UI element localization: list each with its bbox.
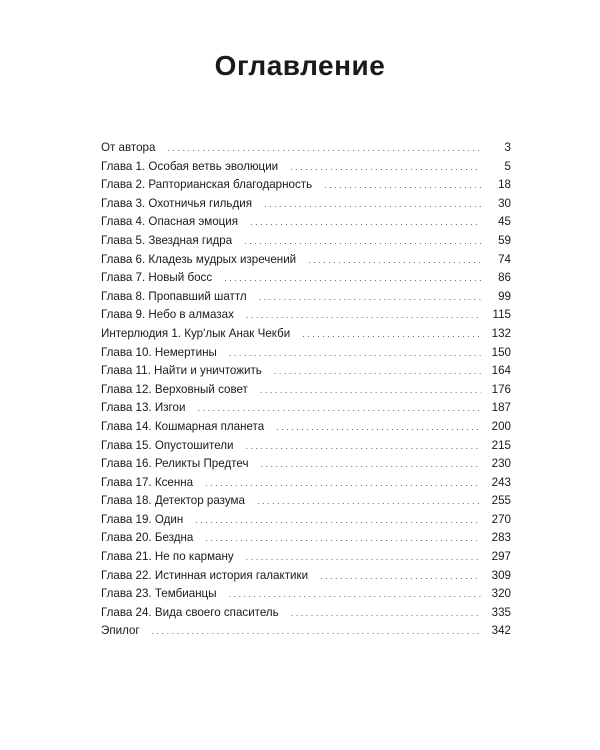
toc-entry-label: Глава 14. Кошмарная планета bbox=[101, 419, 265, 433]
dot-leader bbox=[224, 269, 481, 288]
toc-entry-page-number: 132 bbox=[491, 326, 511, 340]
toc-entry-label: Глава 15. Опустошители bbox=[101, 438, 234, 452]
toc-entry-label: Глава 10. Немертины bbox=[101, 345, 217, 359]
toc-entry[interactable] bbox=[101, 269, 511, 288]
toc-entry[interactable] bbox=[101, 213, 511, 232]
toc-entry-label: Глава 23. Тембианцы bbox=[101, 587, 217, 601]
toc-entry[interactable] bbox=[101, 604, 511, 623]
toc-entry-label: Глава 11. Найти и уничтожить bbox=[101, 364, 262, 378]
toc-entry-page-number: 5 bbox=[504, 159, 511, 173]
dot-leader bbox=[257, 492, 481, 511]
dot-leader bbox=[152, 622, 481, 641]
toc-entry[interactable] bbox=[101, 344, 511, 363]
dot-leader bbox=[197, 399, 481, 418]
toc-entry-page-number: 99 bbox=[498, 289, 511, 303]
dot-leader bbox=[290, 158, 481, 177]
toc-entry-page-number: 164 bbox=[491, 364, 511, 378]
dot-leader bbox=[302, 325, 481, 344]
toc-entry-label: Глава 2. Рапторианская благодарность bbox=[101, 178, 313, 192]
toc-entry[interactable] bbox=[101, 437, 511, 456]
toc-entry[interactable] bbox=[101, 288, 511, 307]
toc-entry-page-number: 18 bbox=[498, 178, 511, 192]
toc-entry[interactable] bbox=[101, 529, 511, 548]
toc-entry[interactable] bbox=[101, 585, 511, 604]
toc-entry-page-number: 309 bbox=[491, 568, 511, 582]
toc-entry[interactable] bbox=[101, 622, 511, 641]
dot-leader bbox=[244, 232, 481, 251]
dot-leader bbox=[195, 511, 481, 530]
dot-leader bbox=[308, 251, 481, 270]
dot-leader bbox=[264, 195, 481, 214]
toc-entry-label: От автора bbox=[101, 141, 156, 154]
toc-entry-page-number: 150 bbox=[491, 345, 511, 359]
toc-entry-page-number: 30 bbox=[498, 196, 511, 210]
toc-entry[interactable] bbox=[101, 139, 511, 158]
dot-leader bbox=[246, 548, 481, 567]
page-title: Оглавление bbox=[214, 50, 386, 81]
toc-entry-page-number: 342 bbox=[491, 624, 511, 638]
table-of-contents bbox=[101, 139, 511, 641]
toc-entry-label: Интерлюдия 1. Кур'лык Анак Чекби bbox=[101, 326, 291, 340]
dot-leader bbox=[274, 362, 481, 381]
toc-entry[interactable] bbox=[101, 176, 511, 195]
dot-leader bbox=[205, 529, 481, 548]
toc-entry-label: Глава 4. Опасная эмоция bbox=[101, 215, 239, 229]
toc-entry[interactable] bbox=[101, 399, 511, 418]
toc-entry[interactable] bbox=[101, 195, 511, 214]
toc-entry[interactable] bbox=[101, 325, 511, 344]
toc-entry-page-number: 187 bbox=[491, 401, 511, 415]
toc-entry-page-number: 215 bbox=[491, 438, 511, 452]
toc-entry-page-number: 74 bbox=[498, 252, 511, 266]
toc-entry-label: Глава 16. Реликты Предтеч bbox=[101, 457, 249, 471]
dot-leader bbox=[205, 474, 481, 493]
toc-entry-label: Эпилог bbox=[101, 624, 140, 638]
toc-entry[interactable] bbox=[101, 158, 511, 177]
dot-leader bbox=[291, 604, 481, 623]
toc-entry-page-number: 320 bbox=[491, 587, 511, 601]
toc-entry-label: Глава 9. Небо в алмазах bbox=[101, 308, 234, 322]
toc-entry-label: Глава 7. Новый босс bbox=[101, 271, 213, 285]
toc-entry-label: Глава 20. Бездна bbox=[101, 531, 194, 545]
toc-entry-page-number: 335 bbox=[491, 605, 511, 619]
toc-entry-label: Глава 24. Вида своего спаситель bbox=[101, 605, 279, 619]
toc-entry[interactable] bbox=[101, 306, 511, 325]
toc-entry-page-number: 59 bbox=[498, 233, 511, 247]
toc-entry[interactable] bbox=[101, 381, 511, 400]
toc-entry-label: Глава 12. Верховный совет bbox=[101, 382, 248, 396]
toc-entry[interactable] bbox=[101, 548, 511, 567]
toc-entry-page-number: 255 bbox=[491, 494, 511, 508]
toc-entry-page-number: 86 bbox=[498, 271, 511, 285]
toc-entry-page-number: 176 bbox=[491, 382, 511, 396]
dot-leader bbox=[246, 306, 481, 325]
toc-entry-label: Глава 13. Изгои bbox=[101, 401, 186, 415]
toc-entry[interactable] bbox=[101, 511, 511, 530]
toc-entry[interactable] bbox=[101, 418, 511, 437]
toc-entry-page-number: 45 bbox=[498, 215, 511, 229]
toc-entry-label: Глава 19. Один bbox=[101, 512, 184, 526]
dot-leader bbox=[246, 437, 481, 456]
toc-entry[interactable] bbox=[101, 474, 511, 493]
toc-entry-label: Глава 21. Не по карману bbox=[101, 550, 234, 564]
dot-leader bbox=[229, 585, 481, 604]
toc-entry[interactable] bbox=[101, 455, 511, 474]
toc-entry-label: Глава 5. Звездная гидра bbox=[101, 233, 233, 247]
toc-entry-page-number: 230 bbox=[491, 457, 511, 471]
toc-entry-label: Глава 3. Охотничья гильдия bbox=[101, 196, 252, 210]
dot-leader bbox=[260, 381, 481, 400]
toc-entry-page-number: 243 bbox=[491, 475, 511, 489]
toc-entry-page-number: 283 bbox=[491, 531, 511, 545]
toc-entry-label: Глава 17. Ксенна bbox=[101, 475, 194, 489]
toc-entry-label: Глава 8. Пропавший шаттл bbox=[101, 289, 247, 303]
dot-leader bbox=[261, 455, 482, 474]
toc-entry-label: Глава 1. Особая ветвь эволюции bbox=[101, 159, 279, 173]
toc-entry-page-number: 270 bbox=[491, 512, 511, 526]
dot-leader bbox=[250, 213, 481, 232]
toc-entry-label: Глава 18. Детектор разума bbox=[101, 494, 245, 508]
toc-entry[interactable] bbox=[101, 251, 511, 270]
dot-leader bbox=[320, 567, 481, 586]
toc-entry-page-number: 200 bbox=[491, 419, 511, 433]
dot-leader bbox=[324, 176, 481, 195]
toc-entry-page-number: 115 bbox=[492, 308, 511, 322]
dot-leader bbox=[259, 288, 481, 307]
toc-entry-page-number: 297 bbox=[491, 550, 511, 564]
toc-entry[interactable] bbox=[101, 567, 511, 586]
dot-leader bbox=[167, 139, 481, 158]
dot-leader bbox=[276, 418, 481, 437]
toc-entry[interactable] bbox=[101, 492, 511, 511]
dot-leader bbox=[229, 344, 481, 363]
toc-entry-label: Глава 6. Кладезь мудрых изречений bbox=[101, 252, 297, 266]
toc-entry-label: Глава 22. Истинная история галактики bbox=[101, 568, 309, 582]
toc-entry[interactable] bbox=[101, 232, 511, 251]
toc-entry-page-number: 3 bbox=[504, 141, 511, 154]
toc-entry[interactable] bbox=[101, 362, 511, 381]
